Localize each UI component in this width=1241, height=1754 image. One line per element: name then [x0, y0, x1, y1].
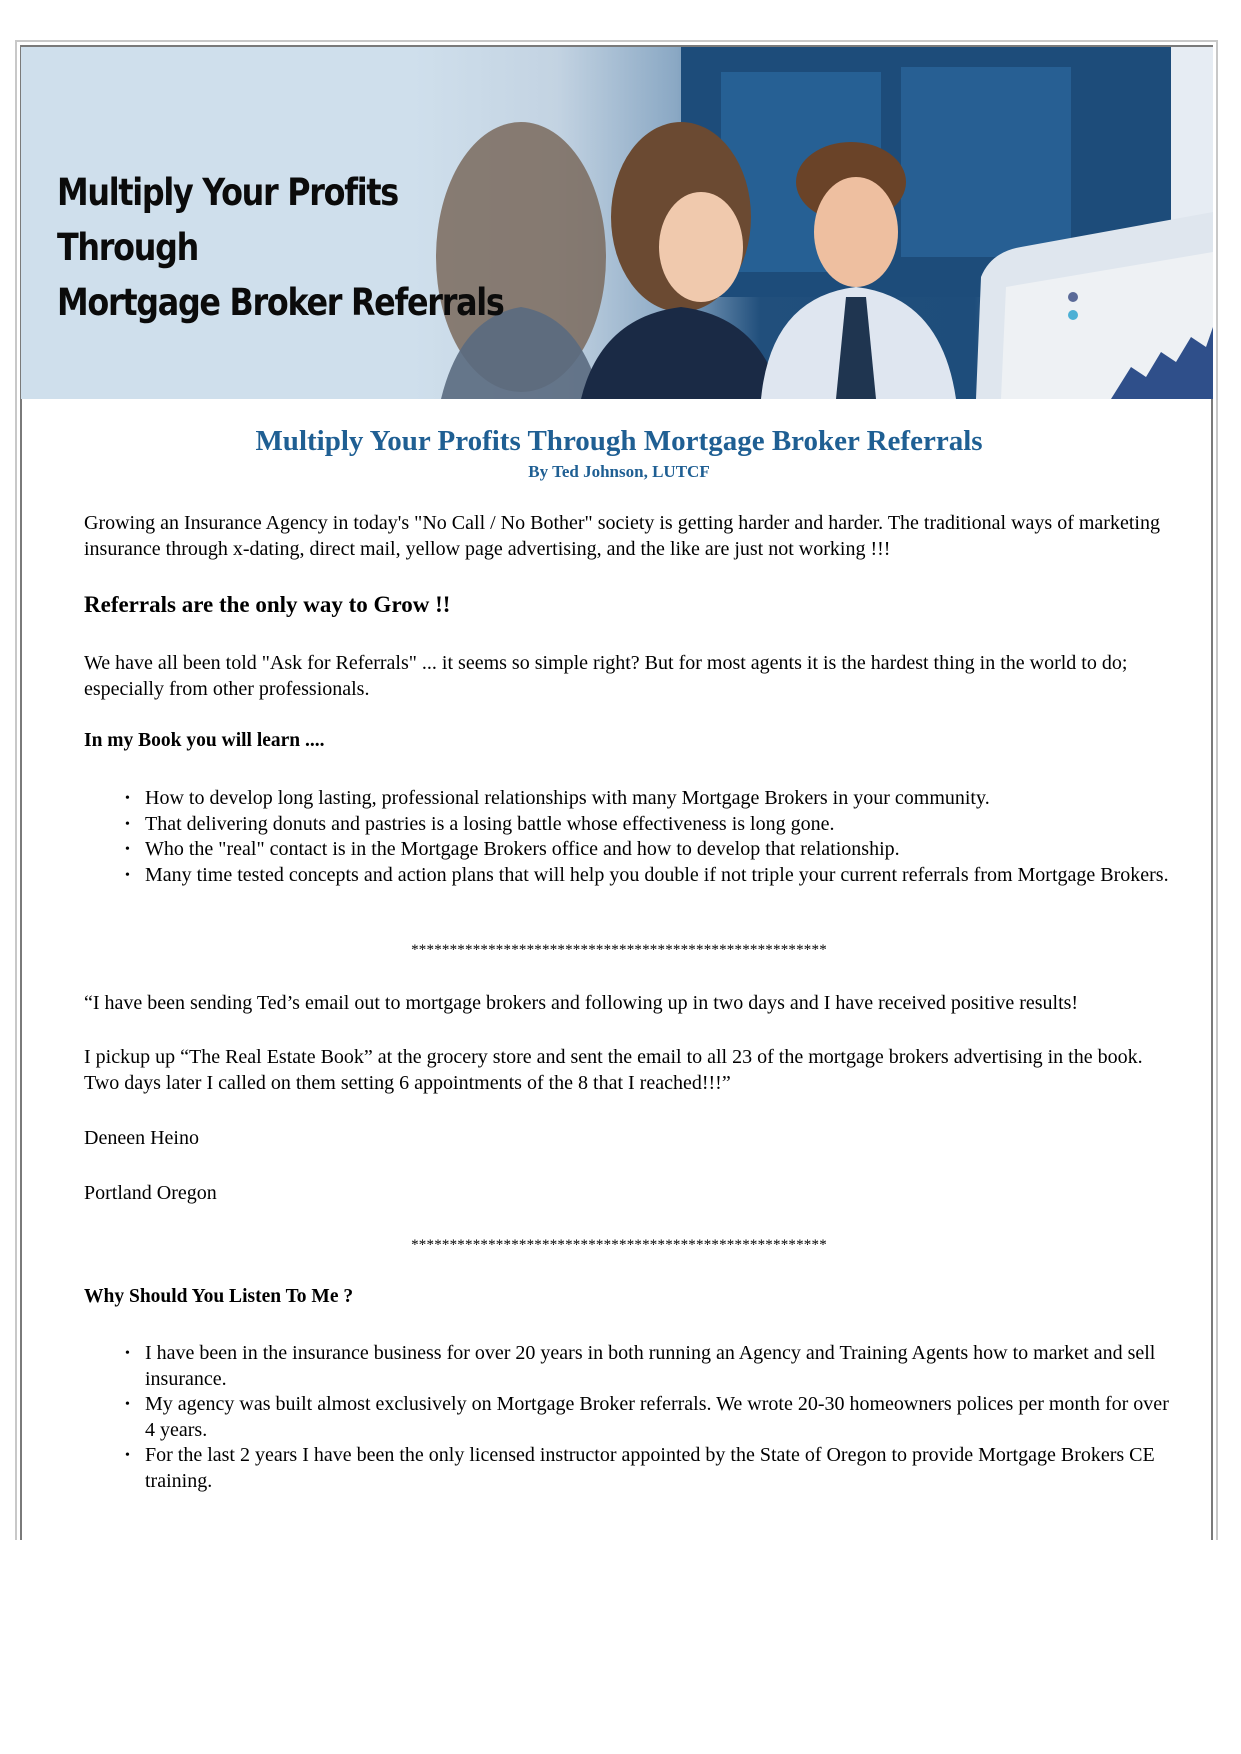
header-banner-image	[21, 47, 1213, 399]
testimonial-author: Deneen Heino	[84, 1127, 199, 1149]
why-list-item: • For the last 2 years I have been the only licensed instructor appointed by the State of Oregon to provide Mortgage Brokers CE training.	[145, 1443, 1175, 1494]
referrals-paragraph: We have all been told "Ask for Referrals" ... it seems so simple right? But for most agents it is the hardest thing in the world to do; especially from other professionals.	[84, 652, 1128, 700]
article-title: Multiply Your Profits Through Mortgage Broker Referrals	[255, 425, 983, 457]
learn-list	[84, 786, 1175, 888]
learn-list-item: • Who the "real" contact is in the Mortgage Brokers office and how to develop that relationship.	[145, 837, 1175, 863]
separator: ******************************************************	[411, 942, 827, 958]
why-list-item: • I have been in the insurance business for over 20 years in both running an Agency and Training Agents how to market and sell insurance.	[145, 1341, 1175, 1392]
why-list	[84, 1341, 1175, 1494]
testimonial-quote-2: I pickup up “The Real Estate Book” at the grocery store and sent the email to all 23 of the mortgage brokers advertising in the book. Two days later I called on them setting 6 appointments of the 8 that I reached!!!”	[84, 1046, 1143, 1094]
testimonial-location: Portland Oregon	[84, 1182, 217, 1204]
intro-paragraph: Growing an Insurance Agency in today's "No Call / No Bother" society is getting harder and harder. The traditional ways of marketing insurance through x-dating, direct mail, yellow page advertising, and the like are just not working !!!	[84, 512, 1160, 560]
heading-referrals: Referrals are the only way to Grow !!	[84, 592, 451, 617]
banner-title-line-3: Mortgage Broker Referrals	[57, 281, 504, 324]
heading-why: Why Should You Listen To Me ?	[84, 1286, 354, 1307]
separator: ******************************************************	[411, 1237, 827, 1253]
banner-title	[57, 165, 504, 330]
why-list-item: • My agency was built almost exclusively on Mortgage Broker referrals. We wrote 20-30 homeowners polices per month for over 4 years.	[145, 1392, 1175, 1443]
heading-learn: In my Book you will learn ....	[84, 730, 325, 751]
testimonial-quote-1: “I have been sending Ted’s email out to mortgage brokers and following up in two days and I have received positive results!	[84, 992, 1079, 1014]
learn-list-item: • How to develop long lasting, professional relationships with many Mortgage Brokers in your community.	[145, 786, 1175, 812]
article-byline: By Ted Johnson, LUTCF	[528, 462, 710, 481]
banner-title-line-2: Through	[57, 226, 198, 269]
learn-list-item: • Many time tested concepts and action plans that will help you double if not triple your current referrals from Mortgage Brokers.	[145, 863, 1175, 889]
banner-title-line-1: Multiply Your Profits	[57, 171, 398, 214]
learn-list-item: • That delivering donuts and pastries is a losing battle whose effectiveness is long gone.	[145, 812, 1175, 838]
